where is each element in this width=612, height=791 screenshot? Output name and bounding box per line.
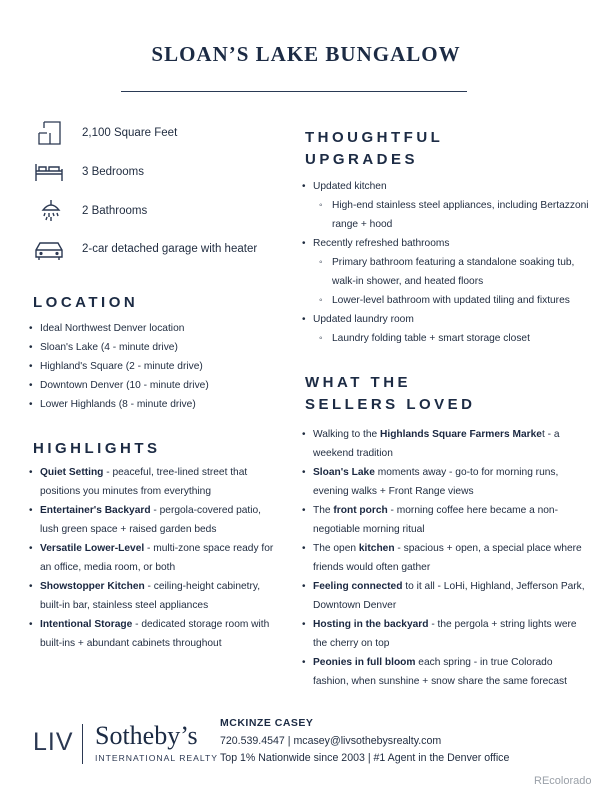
list-item: • Sloan's Lake (4 - minute drive) bbox=[29, 338, 289, 357]
list-item bbox=[302, 177, 598, 234]
list-item bbox=[29, 501, 277, 539]
loved-label: Peonies in full bloom bbox=[313, 657, 416, 668]
loved-text: moments away - go-to for morning runs, evening walks + Front Range views bbox=[313, 467, 559, 497]
loved-list bbox=[302, 425, 588, 691]
loved-text: - the pergola + string lights were the cherry on top bbox=[313, 619, 577, 649]
shower-icon bbox=[33, 198, 65, 224]
feature-square-feet bbox=[33, 119, 293, 147]
list-item bbox=[302, 539, 588, 577]
location-list bbox=[29, 319, 289, 414]
highlights-heading: HIGHLIGHTS bbox=[33, 440, 161, 457]
list-item bbox=[29, 577, 277, 615]
loved-text: t - a weekend tradition bbox=[313, 429, 560, 459]
highlights-list bbox=[29, 463, 277, 653]
feature-bathrooms bbox=[33, 197, 293, 225]
loved-text: to it all - LoHi, Highland, Jefferson Park, Downtown Denver bbox=[313, 581, 585, 611]
bed-icon bbox=[33, 159, 65, 185]
feature-text: 2-car detached garage with heater bbox=[82, 243, 258, 255]
list-item bbox=[302, 501, 588, 539]
upgrades-heading-line1: THOUGHTFUL bbox=[305, 129, 444, 146]
sub-list-item: ◦ High-end stainless steel appliances, including Bertazzoni range + hood bbox=[313, 196, 598, 234]
loved-label: Sloan's Lake bbox=[313, 467, 375, 478]
highlight-label: Entertainer's Backyard bbox=[40, 505, 151, 516]
list-item bbox=[302, 234, 598, 310]
highlight-text: - ceiling-height cabinetry, built-in bar, stainless steel appliances bbox=[40, 581, 261, 611]
logo-divider bbox=[82, 724, 83, 764]
upgrade-text: Updated laundry room bbox=[313, 314, 414, 325]
sub-list-item: ◦ Primary bathroom featuring a standalone soaking tub, walk-in shower, and heated floors bbox=[313, 253, 598, 291]
agent-name: MCKINZE CASEY bbox=[220, 717, 314, 729]
highlight-label: Showstopper Kitchen bbox=[40, 581, 145, 592]
sub-list-item: ◦ Lower-level bathroom with updated tiling and fixtures bbox=[313, 291, 598, 310]
loved-label: front porch bbox=[333, 505, 388, 516]
feature-bedrooms bbox=[33, 158, 293, 186]
loved-heading-line2: SELLERS LOVED bbox=[305, 396, 476, 413]
list-item bbox=[29, 463, 277, 501]
list-item bbox=[29, 539, 277, 577]
list-item bbox=[29, 615, 277, 653]
upgrades-list bbox=[302, 177, 598, 348]
loved-text: The bbox=[313, 505, 334, 516]
highlight-text: - peaceful, tree-lined street that positions you minutes from everything bbox=[40, 467, 248, 497]
list-item: • Ideal Northwest Denver location bbox=[29, 319, 289, 338]
list-item: • Lower Highlands (8 - minute drive) bbox=[29, 395, 289, 414]
loved-text: Walking to the bbox=[313, 429, 381, 440]
watermark: REcolorado bbox=[534, 775, 592, 787]
list-item: • Downtown Denver (10 - minute drive) bbox=[29, 376, 289, 395]
loved-text: - spacious + open, a special place where friends would often gather bbox=[313, 543, 582, 573]
feature-text: 3 Bedrooms bbox=[82, 166, 145, 178]
loved-heading-line1: WHAT THE bbox=[305, 374, 412, 391]
loved-heading bbox=[305, 372, 476, 416]
floorplan-icon bbox=[33, 120, 65, 146]
list-item bbox=[302, 653, 588, 691]
liv-logo: LIV bbox=[33, 728, 74, 756]
list-item bbox=[302, 463, 588, 501]
list-item bbox=[302, 310, 598, 348]
list-item: • Highland's Square (2 - minute drive) bbox=[29, 357, 289, 376]
list-item bbox=[302, 425, 588, 463]
page-title: SLOAN’S LAKE BUNGALOW bbox=[151, 42, 461, 66]
loved-label: Hosting in the backyard bbox=[313, 619, 429, 630]
highlight-text: - multi-zone space ready for an office, media room, or both bbox=[40, 543, 274, 573]
highlight-label: Intentional Storage bbox=[40, 619, 133, 630]
car-icon bbox=[33, 236, 65, 262]
list-item bbox=[302, 577, 588, 615]
loved-text: each spring - in true Colorado fashion, when sunshine + snow share the same forecast bbox=[313, 657, 567, 687]
agent-contact: 720.539.4547 | mcasey@livsothebysrealty.com bbox=[220, 735, 442, 747]
agent-tagline: Top 1% Nationwide since 2003 | #1 Agent in the Denver office bbox=[220, 752, 510, 764]
location-heading: LOCATION bbox=[33, 294, 139, 311]
loved-text: The open bbox=[313, 543, 359, 554]
sothebys-logo: Sotheby’s bbox=[95, 721, 198, 750]
feature-text: 2 Bathrooms bbox=[82, 205, 148, 217]
sub-list-item: ◦ Laundry folding table + smart storage closet bbox=[313, 329, 598, 348]
sothebys-subtitle: INTERNATIONAL REALTY bbox=[95, 753, 218, 763]
list-item bbox=[302, 615, 588, 653]
upgrades-heading bbox=[305, 127, 443, 171]
highlight-label: Quiet Setting bbox=[40, 467, 104, 478]
feature-garage bbox=[33, 235, 293, 263]
loved-label: Feeling connected bbox=[313, 581, 403, 592]
feature-text: 2,100 Square Feet bbox=[82, 127, 178, 139]
title-divider bbox=[121, 91, 467, 92]
upgrade-text: Recently refreshed bathrooms bbox=[313, 238, 450, 249]
loved-label: Highlands Square Farmers Marke bbox=[380, 429, 542, 440]
highlight-text: - pergola-covered patio, lush green space + raised garden beds bbox=[40, 505, 262, 535]
loved-label: kitchen bbox=[358, 543, 395, 554]
highlight-text: - dedicated storage room with built-ins + abundant cabinets throughout bbox=[40, 619, 270, 649]
loved-text: - morning coffee here became a non-negotiable morning ritual bbox=[313, 505, 558, 535]
highlight-label: Versatile Lower-Level bbox=[40, 543, 145, 554]
upgrades-heading-line2: UPGRADES bbox=[305, 151, 419, 168]
upgrade-text: Updated kitchen bbox=[313, 181, 387, 192]
